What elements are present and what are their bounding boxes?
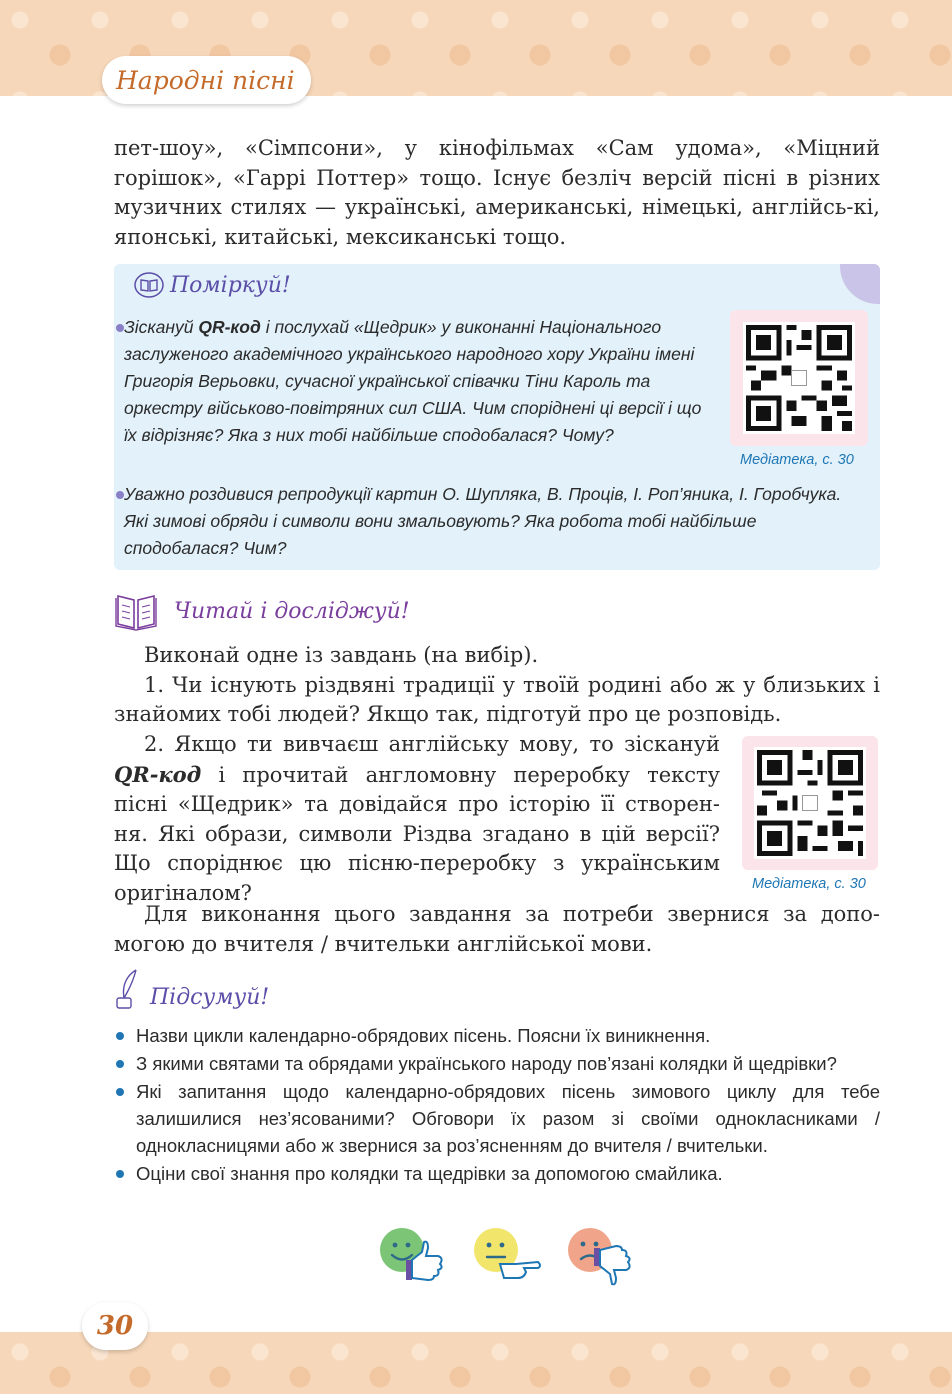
intro-paragraph (114, 134, 880, 252)
list-item (114, 1078, 880, 1159)
task2-prefix: 2. Якщо ти вивчаєш англійську мову, то зіскануй (144, 732, 720, 756)
page-number: 30 (82, 1302, 148, 1350)
list-item (114, 1022, 880, 1049)
bullet-icon (116, 1032, 124, 1040)
think-item-2 (124, 481, 864, 562)
bullet-icon (116, 491, 124, 499)
quill-pen-icon (114, 968, 142, 1010)
help-text: Для виконання цього завдання за потреби звернися за допо-могою до вчителя / вчительки англійської мови. (114, 902, 880, 956)
think-box (114, 264, 880, 570)
item1-prefix: Зіскануй (124, 317, 199, 337)
summary-list (114, 1022, 880, 1188)
smiley-rating (378, 1222, 638, 1286)
media-caption-link-2[interactable]: Медіатека, с. 30 (752, 876, 866, 892)
bullet-icon (116, 1170, 124, 1178)
open-book-icon (114, 590, 158, 632)
read-title-text: Читай і досліджуй! (174, 598, 410, 624)
book-icon (134, 272, 164, 298)
read-title (114, 590, 410, 632)
qr-code-icon (754, 747, 866, 859)
qr-code-card[interactable] (730, 310, 868, 446)
section-header: Народні пісні (102, 56, 311, 104)
summary-item-text: Назви цикли календарно-обрядових пісень. Поясни їх виникнення. (136, 1025, 711, 1046)
think-item-1 (124, 314, 714, 449)
help-block (114, 900, 880, 959)
task2-bold: QR-код (114, 761, 202, 787)
neutral-point-icon[interactable] (472, 1222, 544, 1286)
bullet-icon (116, 324, 124, 332)
think-title (134, 272, 291, 298)
media-caption-link[interactable]: Медіатека, с. 30 (740, 452, 854, 468)
summary-title-text: Підсумуй! (150, 985, 270, 1010)
happy-thumbs-up-icon[interactable] (378, 1222, 450, 1286)
task-1: 1. Чи існують різдвяні традиції у твоїй родині або ж у близьких і знайомих тобі людей? Якщо так, підготуй про це розповідь. (114, 672, 880, 726)
sad-thumbs-down-icon[interactable] (566, 1222, 638, 1286)
task-2 (114, 730, 720, 908)
task-intro: Виконай одне із завдань (на вибір). (144, 643, 539, 667)
qr-code-card-2[interactable] (742, 736, 878, 870)
summary-item-text: Які запитання щодо календарно-обрядових пісень зимового циклу для тебе залишилися нез’ясованими? Обговори їх разом зі своїми однокласниками / однокласницями або ж звернися за роз’ясненням до вчителя / вчительки. (136, 1081, 880, 1156)
item1-bold: QR-код (198, 317, 261, 337)
list-item (114, 1160, 880, 1187)
summary-item-text: Оціни свої знання про колядки та щедрівки за допомогою смайлика. (136, 1163, 723, 1184)
think-title-text: Поміркуй! (170, 272, 291, 298)
task2-suffix: і прочитай англомовну переробку тексту пісні «Щедрик» та довідайся про історію її створен-ня. Які образи, символи Різдва згадано в цій версії? Що споріднює цю пісню-переробку з українським оригіналом? (114, 762, 720, 905)
bullet-icon (116, 1060, 124, 1068)
tasks-block (114, 641, 880, 730)
qr-code-icon (743, 322, 855, 434)
bottom-decorative-band (0, 1332, 952, 1394)
bullet-icon (116, 1088, 124, 1096)
corner-decoration (840, 264, 880, 304)
intro-text: пет-шоу», «Сімпсони», у кінофільмах «Сам удома», «Міцний горішок», «Гаррі Поттер» тощо. Існує безліч версій пісні в різних музичних стилях — українські, американські, німецькі, англійсь-кі, японські, китайські, мексиканські тощо. (114, 136, 880, 249)
list-item (114, 1050, 880, 1077)
summary-title (114, 968, 269, 1010)
summary-item-text: З якими святами та обрядами українського народу пов’язані колядки й щедрівки? (136, 1053, 837, 1074)
item2-text: Уважно роздивися репродукції картин О. Шупляка, В. Проців, І. Роп’яника, І. Горобчука. Які зимові обряди і символи вони змальовують? Яка робота тобі найбільше сподобалася? Чим? (124, 484, 842, 558)
item1-suffix: і послухай «Щедрик» у виконанні Національного заслуженого академічного українського народного хору України імені Григорія Верьовки, сучасної української співачки Тіни Кароль та оркестру військово-повітряних сил США. Чим споріднені ці версії і що їх відрізняє? Яка з них тобі найбільше сподобалася? Чому? (124, 317, 702, 445)
